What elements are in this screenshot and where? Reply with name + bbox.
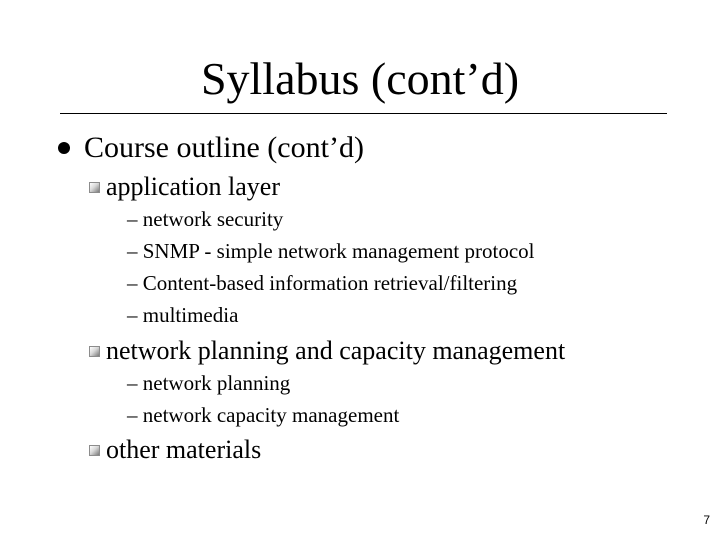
slide-title: Syllabus (cont’d) [200, 53, 520, 104]
topic-item: – SNMP - simple network management protocol [127, 239, 535, 263]
section-heading-text: network planning and capacity management [106, 336, 566, 365]
topic-item: – network capacity management [127, 403, 400, 427]
topic-item: – network security [127, 207, 284, 231]
section-heading-text: application layer [106, 172, 280, 201]
topic-item: – multimedia [127, 303, 239, 327]
outline-item-text: Course outline (cont’d) [84, 131, 364, 164]
square-bullet-icon [89, 445, 100, 456]
round-bullet-icon [58, 142, 70, 154]
title-divider [60, 113, 667, 114]
topic-item: – Content-based information retrieval/filtering [127, 271, 518, 295]
topic-item: – network planning [127, 371, 291, 395]
section-heading-text: other materials [106, 435, 262, 464]
page-number: 7 [703, 513, 710, 527]
square-bullet-icon [89, 346, 100, 357]
square-bullet-icon [89, 182, 100, 193]
